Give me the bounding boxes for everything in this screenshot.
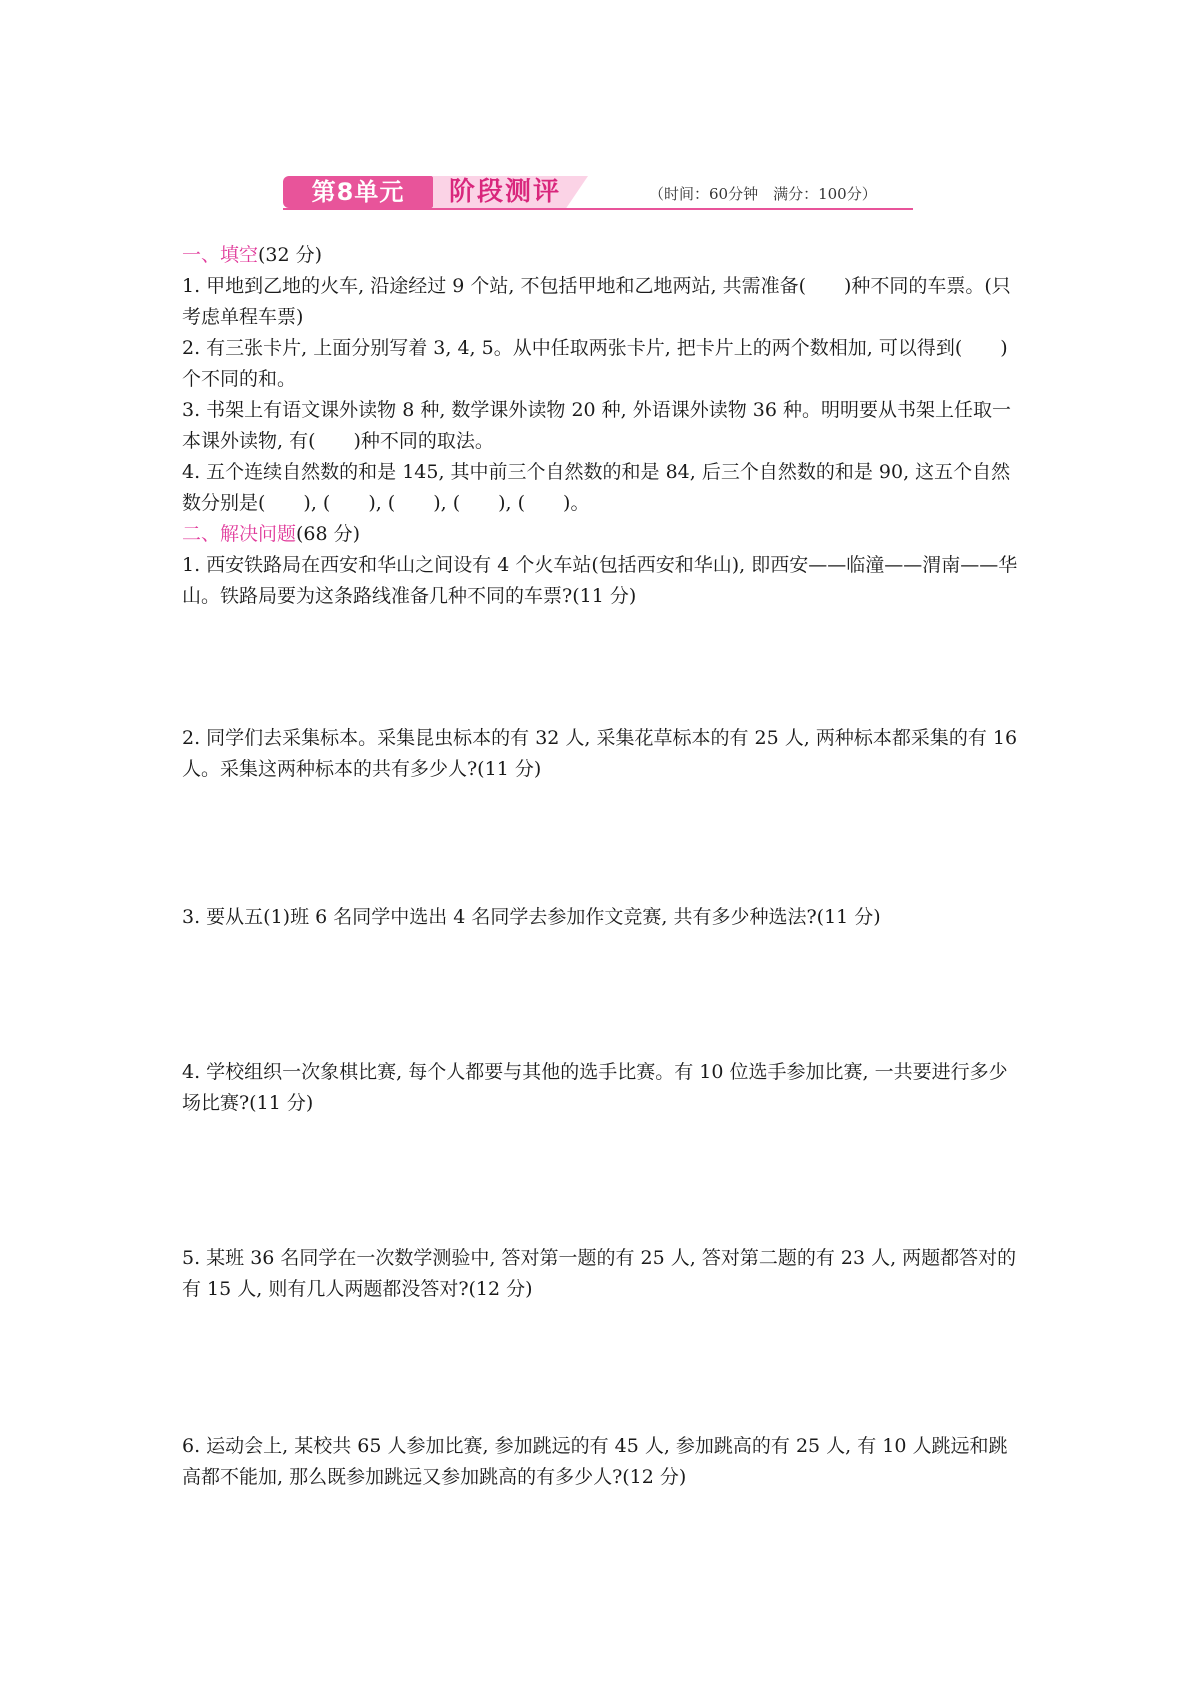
question-fill-1: 1. 甲地到乙地的火车, 沿途经过 9 个站, 不包括甲地和乙地两站, 共需准备( )种不同的车票。(只考虑单程车票)	[182, 275, 1011, 328]
section-points: (68 分)	[296, 523, 361, 545]
unit-badge: 第8单元	[283, 176, 433, 208]
question-fill-3: 3. 书架上有语文课外读物 8 种, 数学课外读物 20 种, 外语课外读物 36 种。明明要从书架上任取一本课外读物, 有( )种不同的取法。	[182, 399, 1012, 452]
question-problem-6: 6. 运动会上, 某校共 65 人参加比赛, 参加跳远的有 45 人, 参加跳高的有 25 人, 有 10 人跳远和跳高都不能加, 那么既参加跳远又参加跳高的有多少人?(12 分)	[182, 1435, 1008, 1488]
answer-space	[182, 1305, 1024, 1431]
section-title-text: 一、填空	[182, 244, 259, 266]
section-problems-title	[182, 519, 1024, 550]
question-problem-3: 3. 要从五(1)班 6 名同学中选出 4 名同学去参加作文竞赛, 共有多少种选法?(11 分)	[182, 906, 881, 928]
answer-space	[182, 1119, 1024, 1243]
question-problem-1: 1. 西安铁路局在西安和华山之间设有 4 个火车站(包括西安和华山), 即西安——临潼——渭南——华山。铁路局要为这条路线准备几种不同的车票?(11 分)	[182, 554, 1018, 607]
exam-meta: （时间：60分钟 满分：100分）	[649, 185, 877, 203]
section-points: (32 分)	[258, 244, 323, 266]
header-divider	[283, 208, 913, 210]
question-problem-2: 2. 同学们去采集标本。采集昆虫标本的有 32 人, 采集花草标本的有 25 人, 两种标本都采集的有 16 人。采集这两种标本的共有多少人?(11 分)	[182, 727, 1018, 780]
section-fill-blank-title	[182, 240, 1024, 271]
question-problem-5: 5. 某班 36 名同学在一次数学测验中, 答对第一题的有 25 人, 答对第二题的有 23 人, 两题都答对的有 15 人, 则有几人两题都没答对?(12 分)	[182, 1247, 1017, 1300]
answer-space	[182, 933, 1024, 1057]
exam-content	[182, 240, 1024, 1493]
question-fill-4: 4. 五个连续自然数的和是 145, 其中前三个自然数的和是 84, 后三个自然数的和是 90, 这五个自然数分别是( ), ( ), ( ), ( ), ( )。	[182, 461, 1011, 514]
question-problem-4: 4. 学校组织一次象棋比赛, 每个人都要与其他的选手比赛。有 10 位选手参加比赛, 一共要进行多少场比赛?(11 分)	[182, 1061, 1008, 1114]
answer-space	[182, 785, 1024, 902]
page-title: 阶段测评	[449, 177, 562, 207]
answer-space	[182, 612, 1024, 723]
section-title-text: 二、解决问题	[182, 523, 297, 545]
question-fill-2: 2. 有三张卡片, 上面分别写着 3, 4, 5。从中任取两张卡片, 把卡片上的两个数相加, 可以得到( )个不同的和。	[182, 337, 1008, 390]
unit-header	[283, 174, 913, 210]
